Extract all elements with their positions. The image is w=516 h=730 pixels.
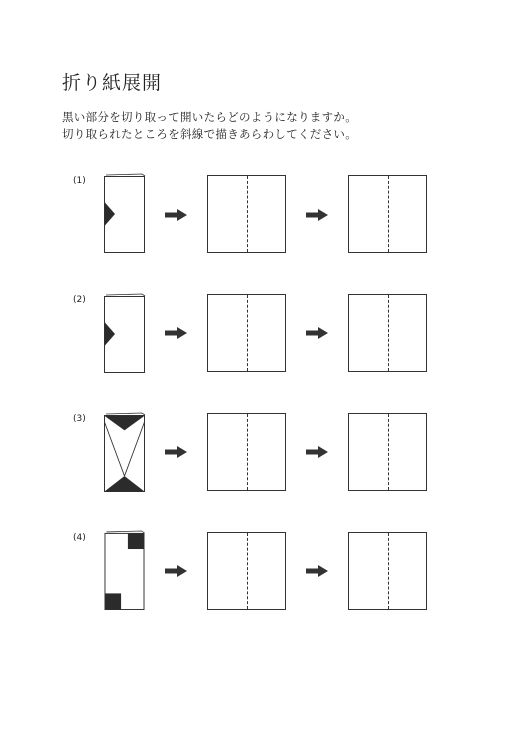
right-arrow-icon [165,209,187,221]
answer-square-1[interactable] [207,532,286,610]
right-arrow-icon [306,209,328,221]
problem-number: (4) [73,533,86,543]
right-arrow-icon [165,327,187,339]
right-arrow-icon [306,327,328,339]
instruction-line-1: 黒い部分を切り取って開いたらどのようになりますか。 [62,110,357,124]
worksheet-title: 折り紙展開 [62,72,163,94]
problem-number: (1) [73,176,86,186]
answer-square-2[interactable] [348,532,427,610]
folded-paper-diagram [104,530,145,610]
right-arrow-icon [306,565,328,577]
answer-square-2[interactable] [348,294,427,372]
instruction-line-2: 切り取られたところを斜線で描きあらわしてください。 [62,127,357,141]
folded-paper-diagram [104,293,145,373]
problem-number: (2) [73,295,86,305]
answer-square-2[interactable] [348,413,427,491]
right-arrow-icon [165,565,187,577]
problem-number: (3) [73,414,86,424]
right-arrow-icon [165,446,187,458]
folded-paper-diagram [104,173,145,253]
right-arrow-icon [306,446,328,458]
answer-square-1[interactable] [207,294,286,372]
answer-square-2[interactable] [348,175,427,253]
folded-paper-diagram [104,412,145,492]
answer-square-1[interactable] [207,175,286,253]
answer-square-1[interactable] [207,413,286,491]
